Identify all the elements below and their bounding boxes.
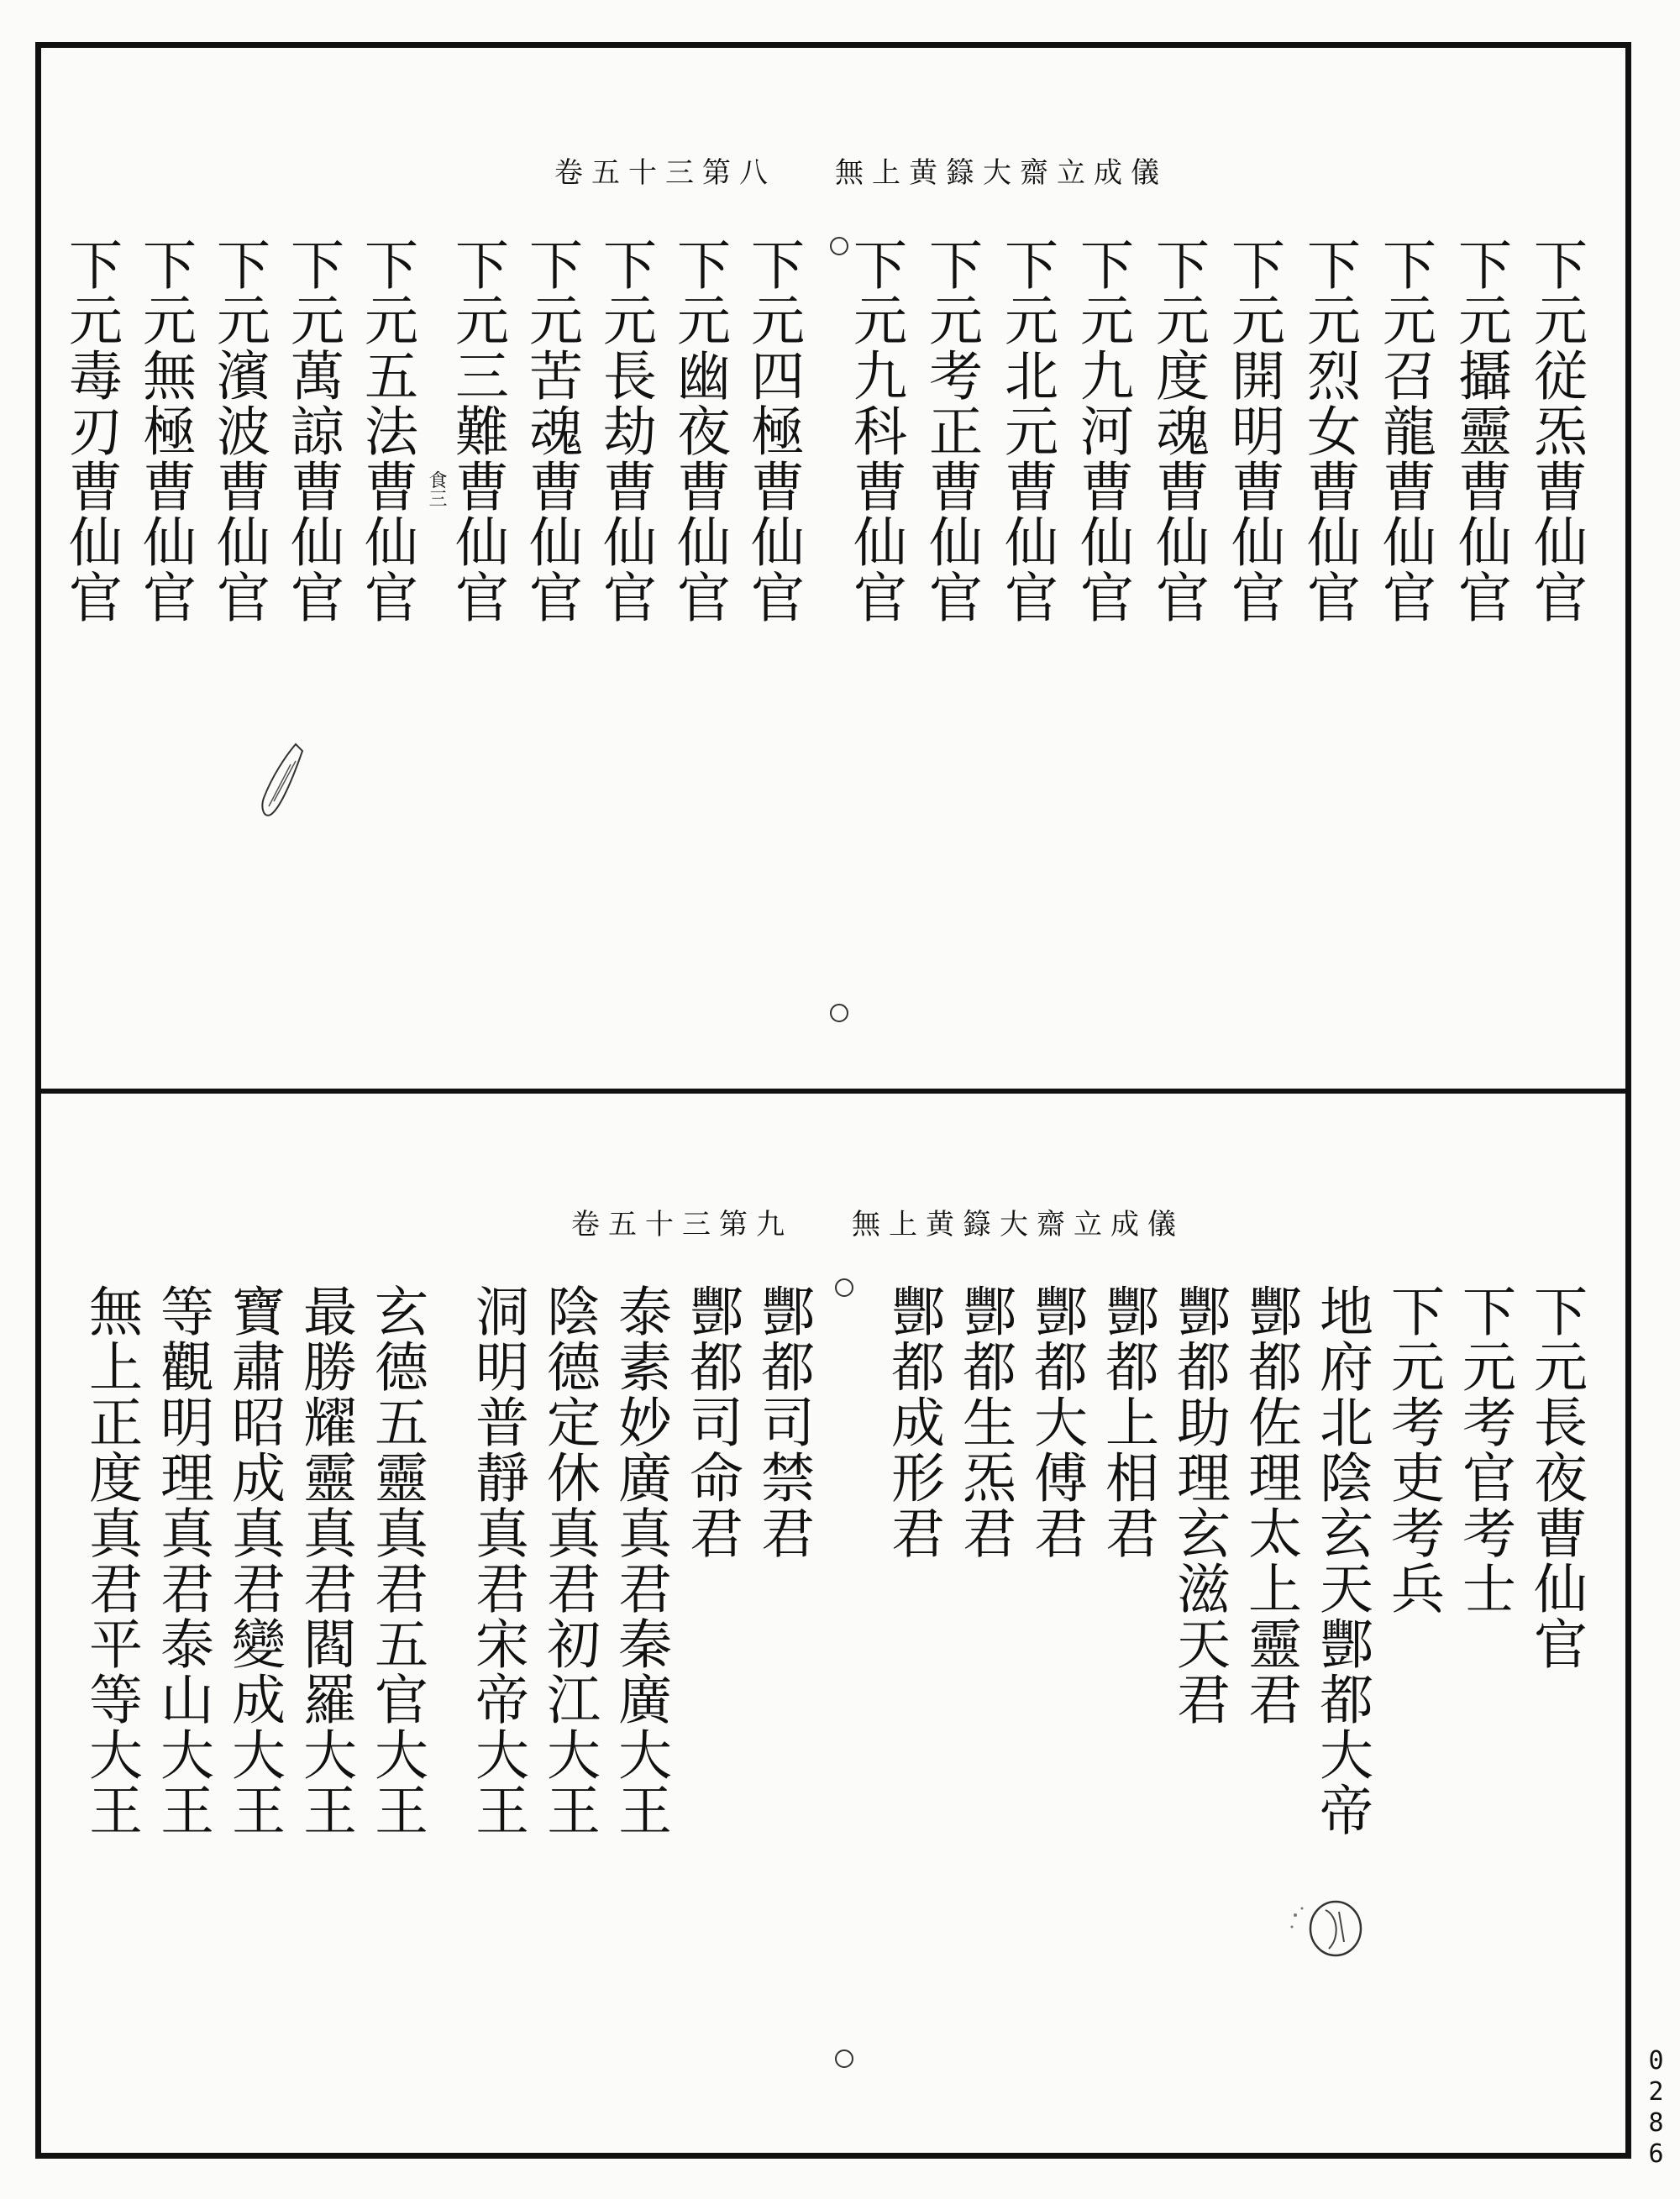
bottom-column-2: 下元考官考士 [1453, 1283, 1515, 1616]
bottom-column-13: 泰素妙廣真君秦廣大王 [609, 1283, 671, 1838]
bottom-column-5: 酆都佐理太上靈君 [1239, 1283, 1301, 1727]
top-header [554, 150, 1168, 191]
binding-hole-top-2 [830, 1004, 848, 1022]
binding-hole-bottom-2 [835, 2049, 853, 2068]
bottom-column-10: 酆都成形君 [882, 1283, 944, 1561]
page-number: 0286 [1641, 2046, 1671, 2170]
bottom-column-11: 酆都司禁君 [752, 1283, 814, 1561]
top-column-3: 下元召龍曹仙官 [1373, 237, 1436, 625]
bottom-column-20: 無上正度真君平等大王 [80, 1283, 142, 1838]
bottom-column-8: 酆都大傅君 [1025, 1283, 1087, 1561]
bottom-header-volume: 卷五十三第九 [571, 1208, 793, 1241]
top-header-volume: 卷五十三第八 [554, 156, 776, 190]
top-column-2: 下元攝靈曹仙官 [1449, 237, 1511, 625]
binding-hole-bottom-1 [835, 1278, 853, 1297]
top-column-12: 下元幽夜曹仙官 [668, 237, 730, 625]
bottom-column-17: 最勝耀靈真君閻羅大王 [294, 1283, 356, 1838]
top-column-15: 下元三難曹仙官 [446, 237, 508, 625]
bottom-column-12: 酆都司命君 [680, 1283, 743, 1561]
binding-hole-top-1 [830, 237, 848, 255]
top-column-11: 下元四極曹仙官 [742, 237, 804, 625]
top-column-6: 下元度魂曹仙官 [1147, 237, 1209, 625]
top-column-20: 下元毒刃曹仙官 [60, 237, 122, 625]
top-small-note: 食三 [426, 470, 447, 507]
bottom-column-16: 玄德五靈真君五官大王 [365, 1283, 428, 1838]
top-column-9: 下元考正曹仙官 [920, 237, 982, 625]
top-column-19: 下元無極曹仙官 [134, 237, 196, 625]
top-column-1: 下元従炁曹仙官 [1525, 237, 1587, 625]
top-column-17: 下元萬諒曹仙官 [281, 237, 344, 625]
top-header-title: 無上黄籙大齋立成儀 [835, 156, 1168, 190]
seal-stamp-mark [1285, 1890, 1378, 1965]
bottom-header [571, 1201, 1184, 1242]
bottom-column-18: 寶肅昭成真君變成大王 [223, 1283, 285, 1838]
bottom-column-19: 等觀明理真君泰山大王 [151, 1283, 213, 1838]
bottom-column-6: 酆都助理玄滋天君 [1168, 1283, 1230, 1727]
top-column-13: 下元長劫曹仙官 [594, 237, 656, 625]
top-panel [0, 0, 1680, 1089]
top-column-5: 下元開明曹仙官 [1222, 237, 1284, 625]
bottom-column-1: 下元長夜曹仙官 [1525, 1283, 1587, 1672]
top-column-4: 下元烈女曹仙官 [1298, 237, 1360, 625]
ink-smudge-mark [252, 739, 311, 823]
top-column-7: 下元九河曹仙官 [1071, 237, 1133, 625]
top-column-8: 下元北元曹仙官 [995, 237, 1058, 625]
bottom-column-7: 酆都上相君 [1096, 1283, 1158, 1561]
bottom-column-3: 下元考吏考兵 [1382, 1283, 1444, 1616]
top-column-14: 下元苦魂曹仙官 [520, 237, 582, 625]
bottom-header-title: 無上黄籙大齋立成儀 [852, 1208, 1184, 1241]
bottom-column-15: 洞明普靜真君宋帝大王 [466, 1283, 528, 1838]
bottom-column-9: 酆都生炁君 [953, 1283, 1016, 1561]
bottom-column-4: 地府北陰玄天酆都大帝 [1310, 1283, 1373, 1838]
bottom-panel [0, 1092, 1680, 2159]
top-column-10: 下元九科曹仙官 [844, 237, 906, 625]
top-column-16: 下元五法曹仙官 [355, 237, 417, 625]
bottom-column-14: 陰德定休真君初江大王 [538, 1283, 600, 1838]
top-column-18: 下元濱波曹仙官 [207, 237, 270, 625]
